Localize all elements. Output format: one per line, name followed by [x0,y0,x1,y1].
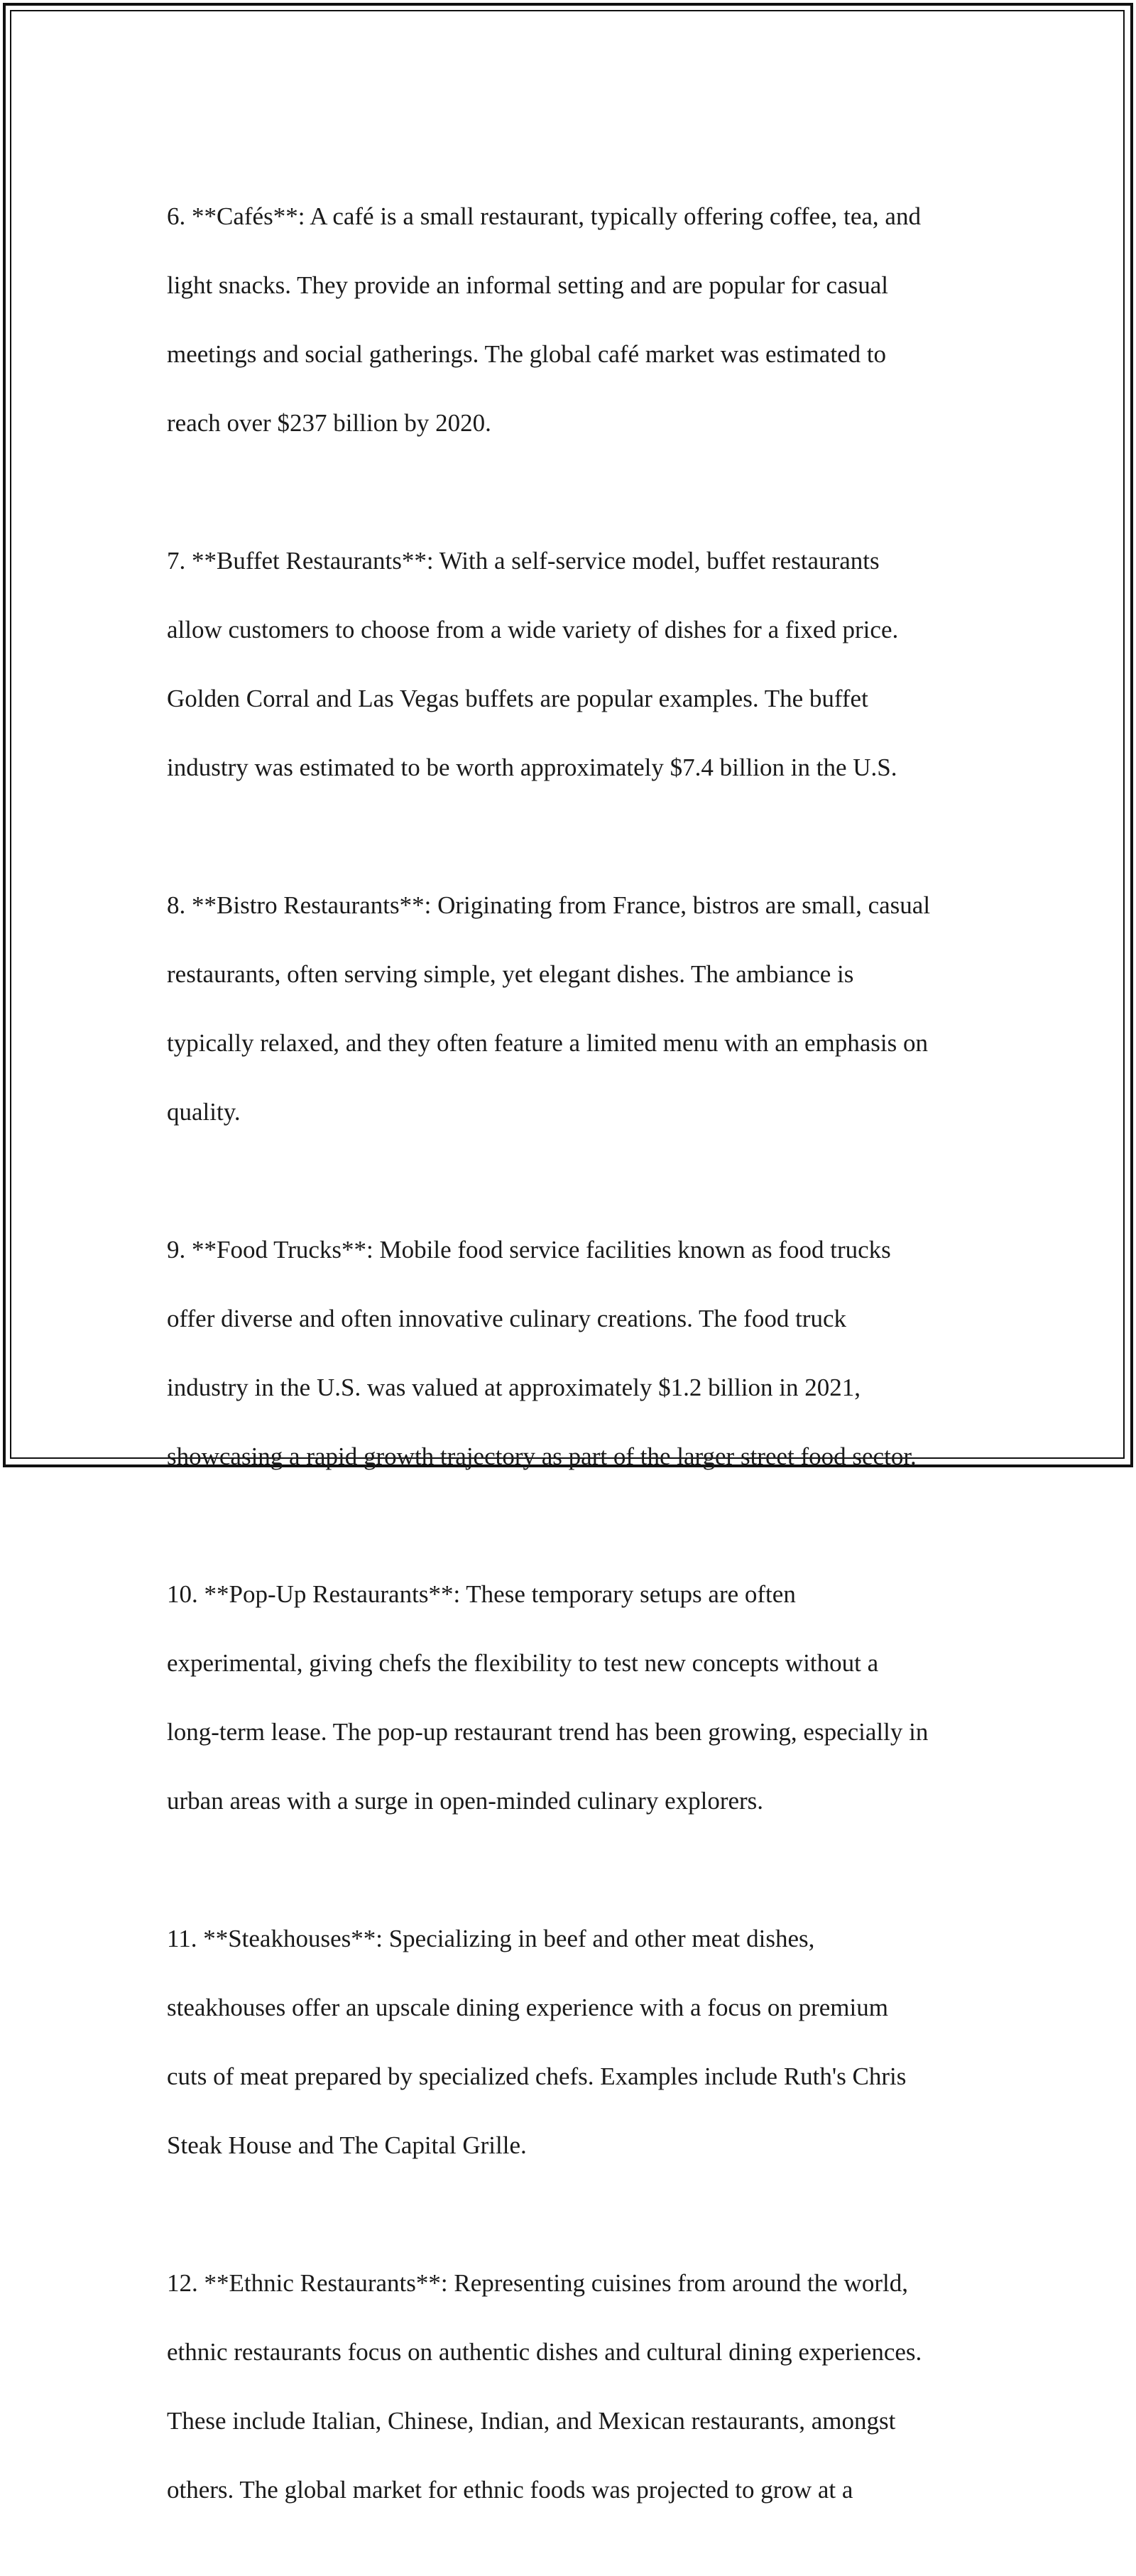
text-line: 9. **Food Trucks**: Mobile food service facilities known as food trucks [167,1235,891,1263]
text-line: reach over $237 billion by 2020. [167,408,491,437]
text-line: meetings and social gatherings. The global café market was estimated to [167,339,887,368]
text-line: light snacks. They provide an informal setting and are popular for casual [167,271,888,299]
paragraph-bistro-restaurants [167,854,983,1164]
text-line: offer diverse and often innovative culinary creations. The food truck [167,1304,846,1332]
text-line: 8. **Bistro Restaurants**: Originating from France, bistros are small, casual [167,891,931,919]
text-line: others. The global market for ethnic foods was projected to grow at a [167,2475,853,2504]
text-line: industry in the U.S. was valued at approximately $1.2 billion in 2021, [167,1373,861,1401]
text-line: ethnic restaurants focus on authentic dishes and cultural dining experiences. [167,2337,922,2366]
paragraph-steakhouses [167,1887,983,2197]
text-line: 12. **Ethnic Restaurants**: Representing cuisines from around the world, [167,2268,908,2297]
text-line: cuts of meat prepared by specialized chefs. Examples include Ruth's Chris [167,2062,907,2090]
text-line: allow customers to choose from a wide variety of dishes for a fixed price. [167,615,899,643]
text-line: restaurants, often serving simple, yet elegant dishes. The ambiance is [167,960,854,988]
text-line: Steak House and The Capital Grille. [167,2131,527,2159]
paragraph-ethnic-restaurants [167,2232,983,2542]
text-line: These include Italian, Chinese, Indian, and Mexican restaurants, amongst [167,2406,896,2435]
text-line: showcasing a rapid growth trajectory as part of the larger street food sector. [167,1442,917,1470]
text-line: 10. **Pop-Up Restaurants**: These temporary setups are often [167,1580,796,1608]
paragraph-food-trucks [167,1198,983,1509]
text-line: long-term lease. The pop-up restaurant trend has been growing, especially in [167,1717,929,1746]
paragraph-pop-up-restaurants [167,1543,983,1853]
text-line: quality. [167,1097,241,1126]
text-line: steakhouses offer an upscale dining experience with a focus on premium [167,1993,888,2021]
text-line: typically relaxed, and they often feature a limited menu with an emphasis on [167,1028,929,1057]
text-line: industry was estimated to be worth approximately $7.4 billion in the U.S. [167,753,897,781]
text-line: experimental, giving chefs the flexibility to test new concepts without a [167,1648,879,1677]
text-line: urban areas with a surge in open-minded culinary explorers. [167,1786,764,1815]
paragraph-buffet-restaurants [167,509,983,820]
text-line: 11. **Steakhouses**: Specializing in beef and other meat dishes, [167,1924,815,1952]
text-line: Golden Corral and Las Vegas buffets are popular examples. The buffet [167,684,868,712]
document-body [167,165,983,2576]
text-line: 6. **Cafés**: A café is a small restaurant, typically offering coffee, tea, and [167,202,921,230]
paragraph-cafes [167,165,983,475]
text-line: 7. **Buffet Restaurants**: With a self-service model, buffet restaurants [167,546,880,575]
